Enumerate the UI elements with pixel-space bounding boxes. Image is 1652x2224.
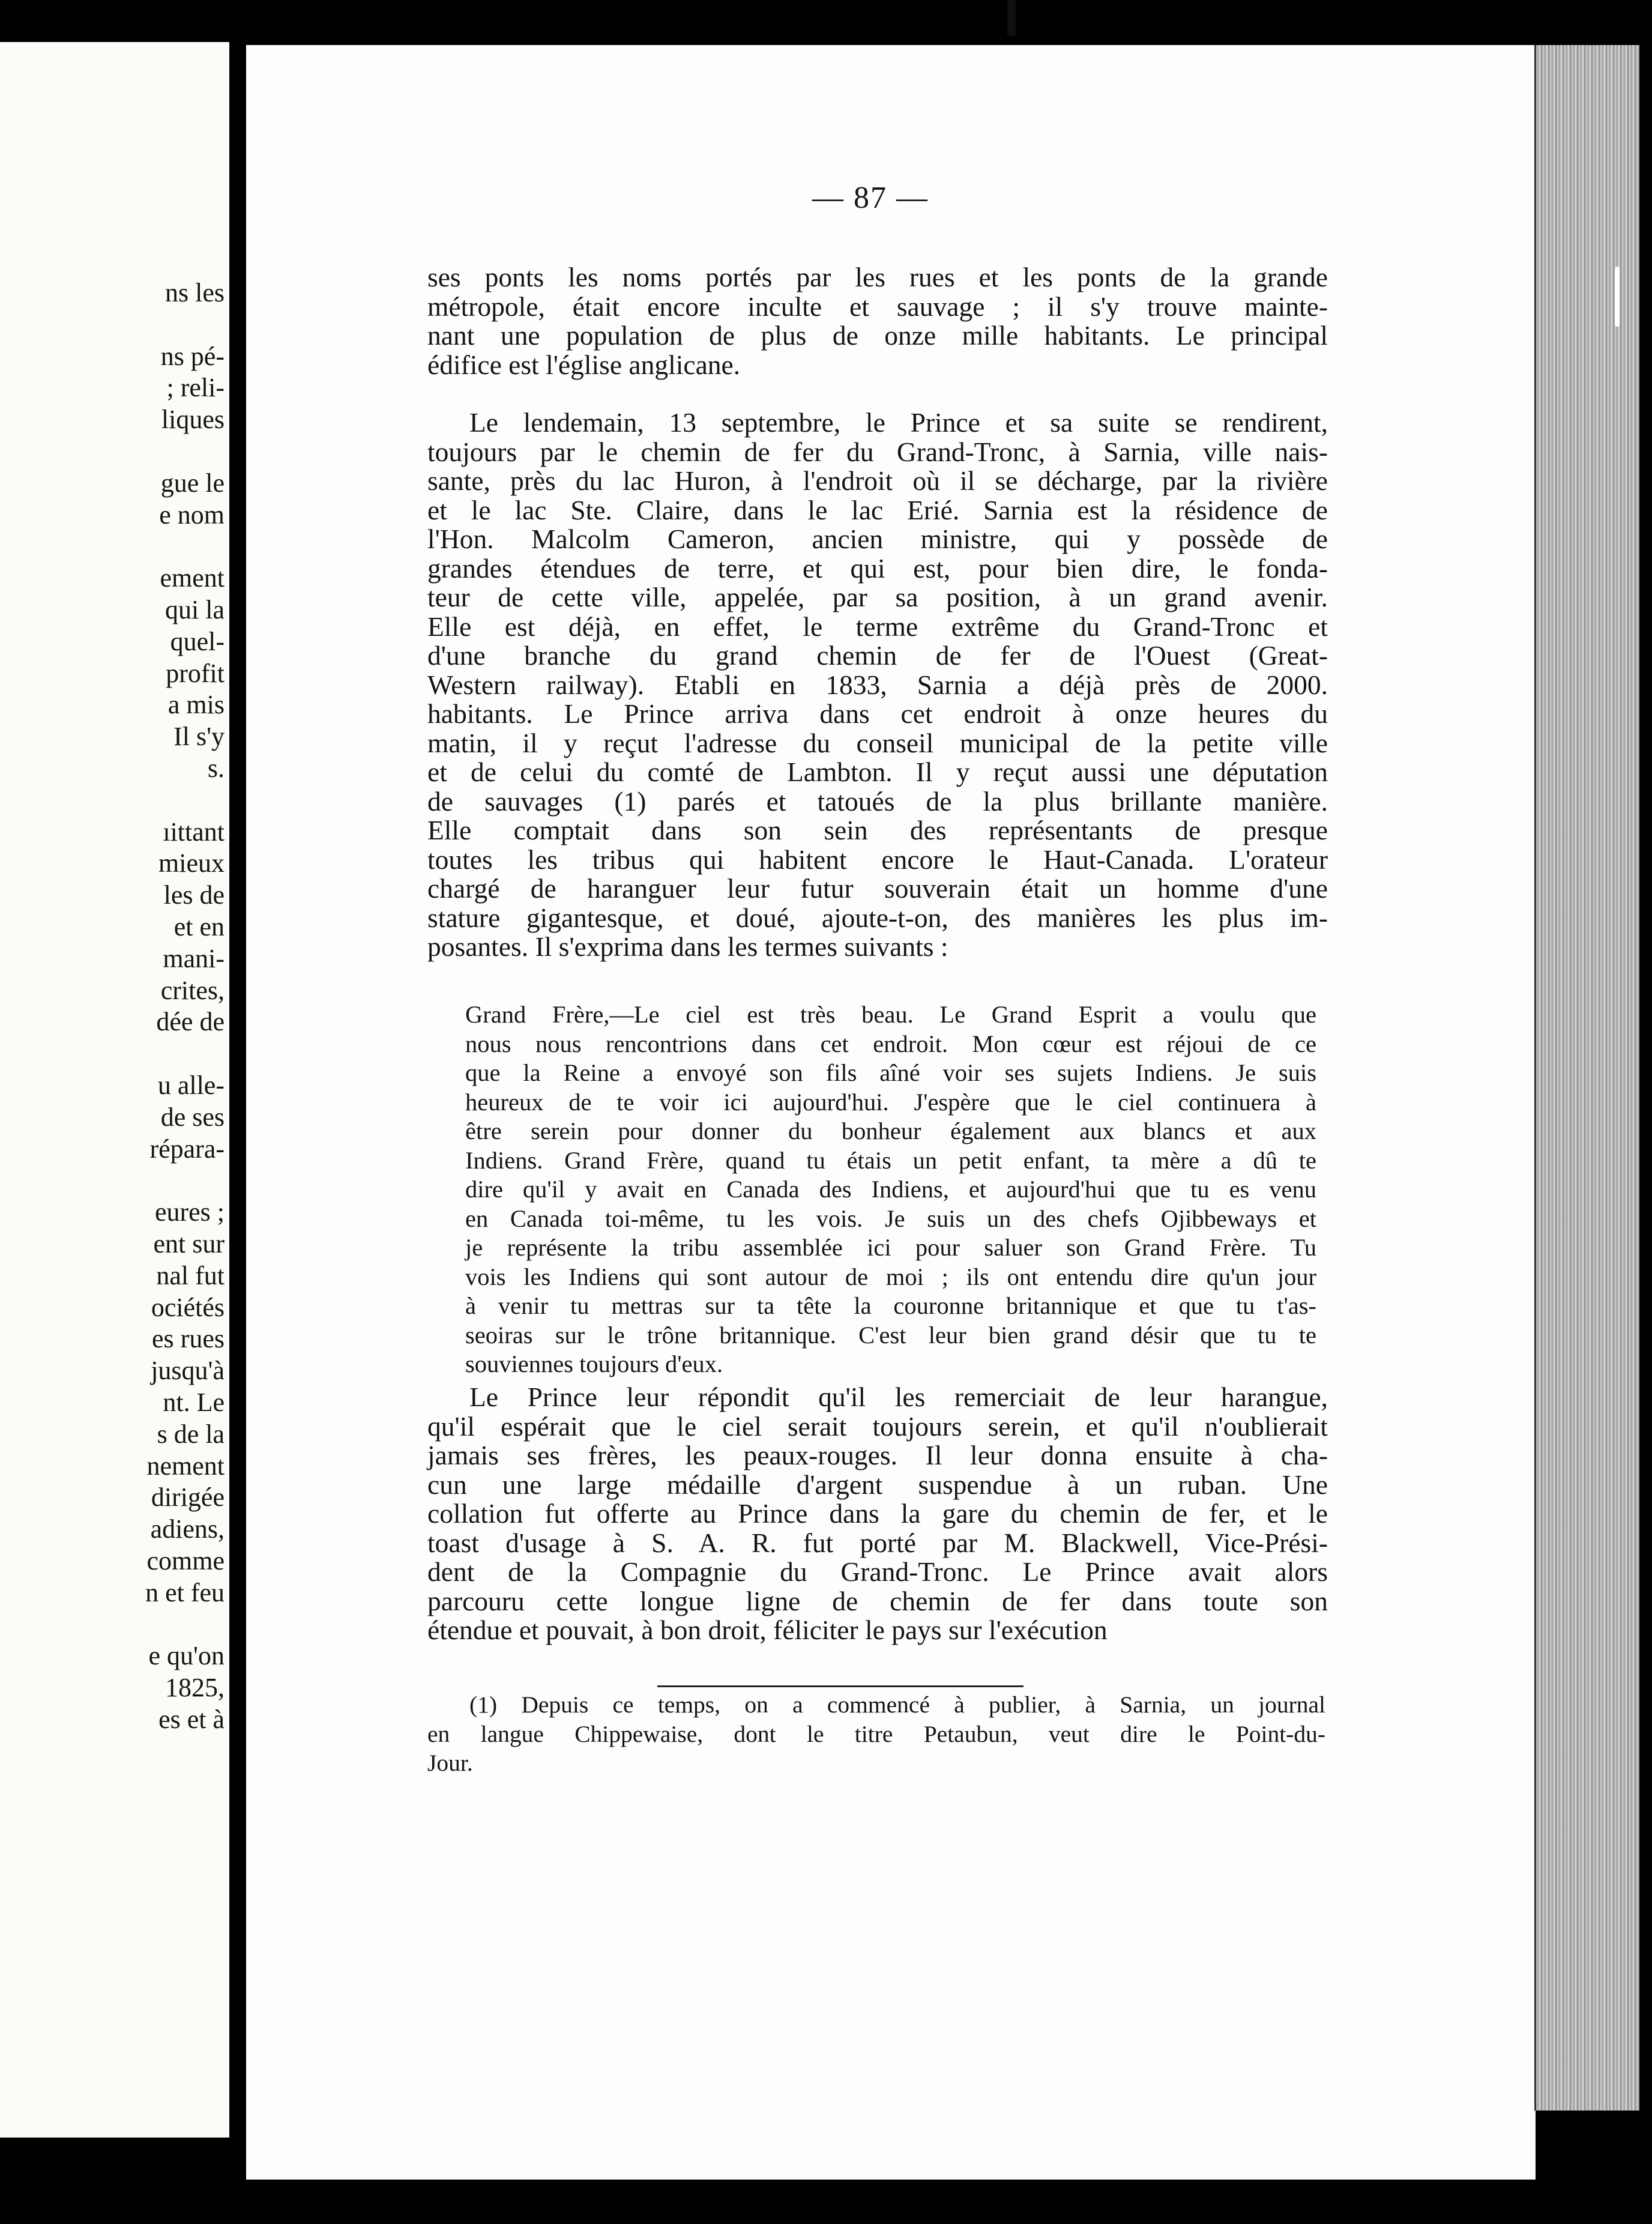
text-line: dire qu'il y avait en Canada des Indiens, et aujourd'hui que tu es venu xyxy=(465,1176,1316,1203)
text-line: toutes les tribus qui habitent encore le Haut-Canada. L'orateur xyxy=(427,844,1328,875)
left-page-line: ıittant xyxy=(163,817,225,847)
scan-mark xyxy=(1615,267,1620,327)
left-page-line: dirigée xyxy=(151,1482,225,1512)
text-line: parcouru cette longue ligne de chemin de fer dans toute son xyxy=(427,1585,1328,1616)
text-line: heureux de te voir ici aujourd'hui. J'espère que le ciel continuera à xyxy=(465,1088,1316,1116)
left-page-line: eures ; xyxy=(154,1197,225,1227)
text-line: habitants. Le Prince arriva dans cet endroit à onze heures du xyxy=(427,698,1328,729)
text-line: de sauvages (1) parés et tatoués de la plus brillante manière. xyxy=(427,785,1328,817)
left-page-line: ; reli- xyxy=(166,373,225,403)
left-page-line: qui la xyxy=(165,595,225,624)
text-line: être serein pour donner du bonheur également aux blancs et aux xyxy=(465,1117,1316,1144)
left-page-line: a mis xyxy=(167,690,225,720)
text-line: Grand Frère,—Le ciel est très beau. Le Grand Esprit a voulu que xyxy=(465,1001,1316,1028)
paragraph-1 xyxy=(427,263,1328,379)
left-page-line: les de xyxy=(163,880,225,910)
text-line: à venir tu mettras sur ta tête la couronne britannique et que tu t'as- xyxy=(465,1292,1316,1319)
left-page-line: ns pé- xyxy=(160,341,225,371)
text-line: souviennes toujours d'eux. xyxy=(465,1350,723,1377)
text-line: jamais ses frères, les peaux-rouges. Il leur donna ensuite à cha- xyxy=(427,1440,1328,1470)
left-page-line: s de la xyxy=(157,1419,225,1449)
left-page-line: jusqu'à xyxy=(151,1356,225,1386)
left-page-line: nal fut xyxy=(156,1260,225,1290)
text-line: en Canada toi-même, tu les vois. Je suis un des chefs Ojibbeways et xyxy=(465,1204,1316,1232)
left-page-line: crites, xyxy=(160,975,225,1005)
text-line: et le lac Ste. Claire, dans le lac Erié. Sarnia est la résidence de xyxy=(427,494,1328,525)
left-page-line: gue le xyxy=(160,468,225,498)
quoted-speech xyxy=(465,1000,1316,1379)
left-page-line: et en xyxy=(173,912,225,941)
text-line: posantes. Il s'exprima dans les termes suivants : xyxy=(427,931,948,962)
text-line: teur de cette ville, appelée, par sa position, à un grand avenir. xyxy=(427,582,1328,612)
text-line: dent de la Compagnie du Grand-Tronc. Le Prince avait alors xyxy=(427,1556,1328,1587)
text-line: (1) Depuis ce temps, on a commencé à publier, à Sarnia, un journal xyxy=(469,1691,1325,1718)
paragraph-3 xyxy=(427,1383,1328,1645)
text-line: en langue Chippewaise, dont le titre Petaubun, veut dire le Point-du- xyxy=(427,1720,1325,1747)
text-line: vois les Indiens qui sont autour de moi ; ils ont entendu dire qu'un jour xyxy=(465,1263,1316,1290)
text-line: Elle comptait dans son sein des représentants de presque xyxy=(427,815,1328,845)
left-page-line: 1825, xyxy=(165,1673,225,1703)
text-line: qu'il espérait que le ciel serait toujours serein, et qu'il n'oublierait xyxy=(427,1410,1328,1442)
text-line: chargé de haranguer leur futur souverain était un homme d'une xyxy=(427,873,1328,904)
left-page-line: n et feu xyxy=(145,1577,225,1607)
left-page-line: nt. Le xyxy=(163,1388,225,1417)
paragraph-2 xyxy=(427,408,1328,962)
text-line: sante, près du lac Huron, à l'endroit où il se décharge, par la rivière xyxy=(427,465,1328,496)
text-line: je représente la tribu assemblée ici pour saluer son Grand Frère. Tu xyxy=(465,1234,1316,1261)
text-line: et de celui du comté de Lambton. Il y reçut aussi une députation xyxy=(427,757,1328,787)
text-line: Indiens. Grand Frère, quand tu étais un petit enfant, ta mère a dû te xyxy=(465,1146,1316,1174)
text-line: métropole, était encore inculte et sauvage ; il s'y trouve mainte- xyxy=(427,291,1328,322)
left-page-line: nement xyxy=(146,1451,225,1481)
text-line: étendue et pouvait, à bon droit, féliciter le pays sur l'exécution xyxy=(427,1615,1108,1645)
text-line: que la Reine a envoyé son fils aîné voir ses sujets Indiens. Je suis xyxy=(465,1059,1316,1086)
text-line: nant une population de plus de onze mille habitants. Le principal xyxy=(427,320,1328,351)
left-page-line: liques xyxy=(161,405,225,435)
text-line: toast d'usage à S. A. R. fut porté par M. Blackwell, Vice-Prési- xyxy=(427,1527,1328,1558)
text-line: Western railway). Etabli en 1833, Sarnia a déjà près de 2000. xyxy=(427,669,1328,700)
text-line: cun une large médaille d'argent suspendue à un ruban. Une xyxy=(427,1469,1328,1500)
page-number: — 87 — xyxy=(812,181,929,215)
text-line: nous nous rencontrions dans cet endroit. Mon cœur est réjoui de ce xyxy=(465,1030,1316,1057)
left-page-line: profit xyxy=(166,658,225,688)
text-line: toujours par le chemin de fer du Grand-Tronc, à Sarnia, ville nais- xyxy=(427,436,1328,467)
left-page-line: u alle- xyxy=(157,1071,225,1100)
left-page-line: e qu'on xyxy=(148,1641,225,1671)
footnote-rule xyxy=(657,1685,1023,1687)
left-page-line: Il s'y xyxy=(173,722,225,752)
text-line: Jour. xyxy=(427,1750,473,1776)
footnote xyxy=(427,1690,1325,1778)
text-line: collation fut offerte au Prince dans la gare du chemin de fer, et le xyxy=(427,1498,1328,1529)
left-page-line: quel- xyxy=(170,626,225,656)
left-page-fragment xyxy=(0,42,229,2138)
left-page-line: mani- xyxy=(163,943,225,973)
left-page-line: répara- xyxy=(149,1134,225,1164)
left-page-line: ent sur xyxy=(153,1229,225,1259)
text-line: grandes étendues de terre, et qui est, pour bien dire, le fonda- xyxy=(427,552,1328,584)
text-line: édifice est l'église anglicane. xyxy=(427,349,741,380)
text-line: Le lendemain, 13 septembre, le Prince et sa suite se rendirent, xyxy=(469,407,1328,438)
left-page-line: es rues xyxy=(152,1324,225,1354)
text-line: matin, il y reçut l'adresse du conseil municipal de la petite ville xyxy=(427,727,1328,758)
left-page-line: comme xyxy=(146,1546,225,1576)
left-page-line: es et à xyxy=(158,1705,225,1734)
text-line: seoiras sur le trône britannique. C'est leur bien grand désir que tu te xyxy=(465,1321,1316,1349)
left-page-line: ns les xyxy=(165,278,225,307)
text-line: Elle est déjà, en effet, le terme extrême du Grand-Tronc et xyxy=(427,611,1328,642)
left-page-line: de ses xyxy=(160,1102,225,1132)
left-page-line: adiens, xyxy=(150,1514,225,1544)
page-edge xyxy=(1534,45,1639,2111)
text-line: l'Hon. Malcolm Cameron, ancien ministre, qui y possède de xyxy=(427,524,1328,554)
left-page-line: mieux xyxy=(158,848,225,878)
text-line: ses ponts les noms portés par les rues et les ponts de la grande xyxy=(427,262,1328,292)
scan-mark xyxy=(1007,0,1016,36)
text-line: d'une branche du grand chemin de fer de l'Ouest (Great- xyxy=(427,640,1328,671)
left-page-line: dée de xyxy=(156,1007,225,1037)
left-page-line: e nom xyxy=(159,500,225,530)
left-page-line: ociétés xyxy=(151,1292,225,1322)
left-page-line: s. xyxy=(207,754,225,783)
text-line: stature gigantesque, et doué, ajoute-t-on, des manières les plus im- xyxy=(427,902,1328,933)
text-line: Le Prince leur répondit qu'il les remerciait de leur harangue, xyxy=(469,1382,1328,1412)
left-page-line: ement xyxy=(160,563,225,593)
